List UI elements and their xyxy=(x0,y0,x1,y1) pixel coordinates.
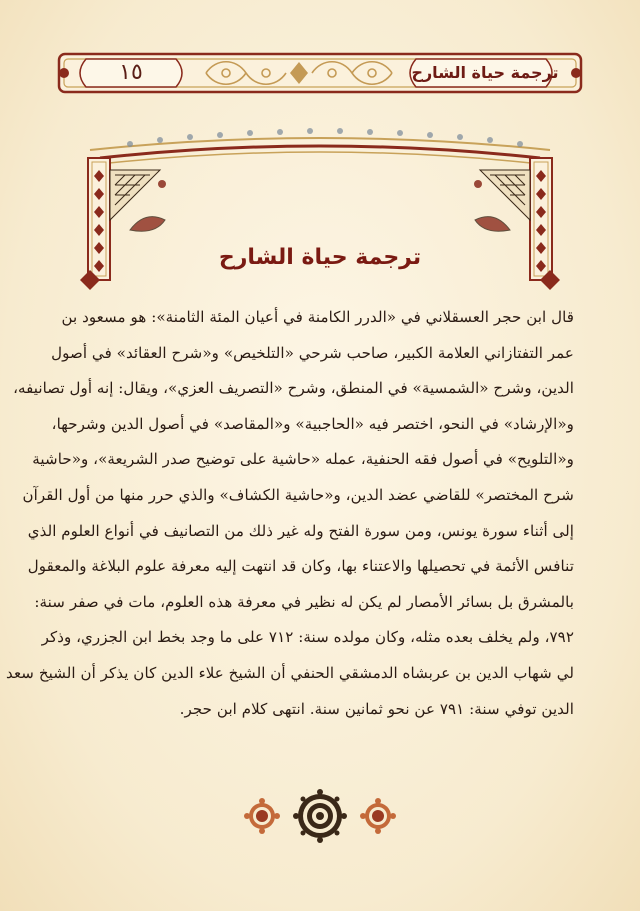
text-line: قال ابن حجر العسقلاني في «الدرر الكامنة في أعيان المئة الثامنة»: هو مسعود بن xyxy=(61,308,574,326)
frame-corner-left xyxy=(110,170,165,231)
header-scroll-ornament xyxy=(196,54,402,92)
text-line: الدين توفي سنة: ٧٩١ عن نحو ثمانين سنة. انتهى كلام ابن حجر. xyxy=(179,699,574,718)
frame-top-band xyxy=(90,128,550,164)
text-line: شرح المختصر» للقاضي عضد الدين، و«حاشية الكشاف» والذي حرر منها من أول القرآن xyxy=(22,485,574,504)
bottom-ornament xyxy=(240,788,400,844)
right-rosette-icon xyxy=(360,798,396,834)
text-line: إلى أثناء سورة يونس، ومن سورة الفتح وله غير ذلك من التصانيف في أنواع العلوم الذي xyxy=(27,521,574,540)
center-rosette-icon xyxy=(293,789,347,843)
left-rosette-icon xyxy=(244,798,280,834)
running-header xyxy=(56,50,584,96)
body-text xyxy=(6,300,574,730)
frame-left-column xyxy=(88,158,110,280)
text-line: عمر التفتازاني العلامة الكبير، صاحب شرحي «التلخيص» و«شرح العقائد» في أصول xyxy=(51,343,574,362)
text-line: الدين، وشرح «الشمسية» في المنطق، وشرح «التصريف العزي»، ويقال: إنه أول تصانيفه، xyxy=(13,379,574,398)
chapter-title: ترجمة حياة الشارح xyxy=(218,245,422,270)
text-line: تنافس الأئمة في تحصيلها والاعتناء بها، وكان قد انتهت إليه معرفة علوم البلاغة والمعقول xyxy=(27,557,574,576)
text-line: ٧٩٢، ولم يخلف بعده مثله، وكان مولده سنة: ٧١٢ على ما وجد بخط ابن الجزري، وذكر xyxy=(41,628,574,647)
frame-right-column xyxy=(530,158,552,280)
page-number: ١٥ xyxy=(119,60,143,85)
text-line: و«التلويح» في أصول فقه الحنفية، عمله «حاشية على توضيح صدر الشريعة»، و«حاشية xyxy=(32,450,574,469)
text-line: لي شهاب الدين بن عربشاه الدمشقي الحنفي أن الشيخ علاء الدين كان يذكر أن الشيخ سعد xyxy=(6,663,574,682)
running-title: ترجمة حياة الشارح xyxy=(411,63,559,82)
frame-corner-right xyxy=(475,170,530,231)
text-line: بالمشرق بل بسائر الأمصار لم يكن له نظير في معرفة هذه العلوم، مات في صفر سنة: xyxy=(34,592,574,611)
text-line: و«الإرشاد» في النحو، اختصر فيه «الحاجبية» و«المقاصد» في أصول الدين وشرحها، xyxy=(51,414,574,433)
